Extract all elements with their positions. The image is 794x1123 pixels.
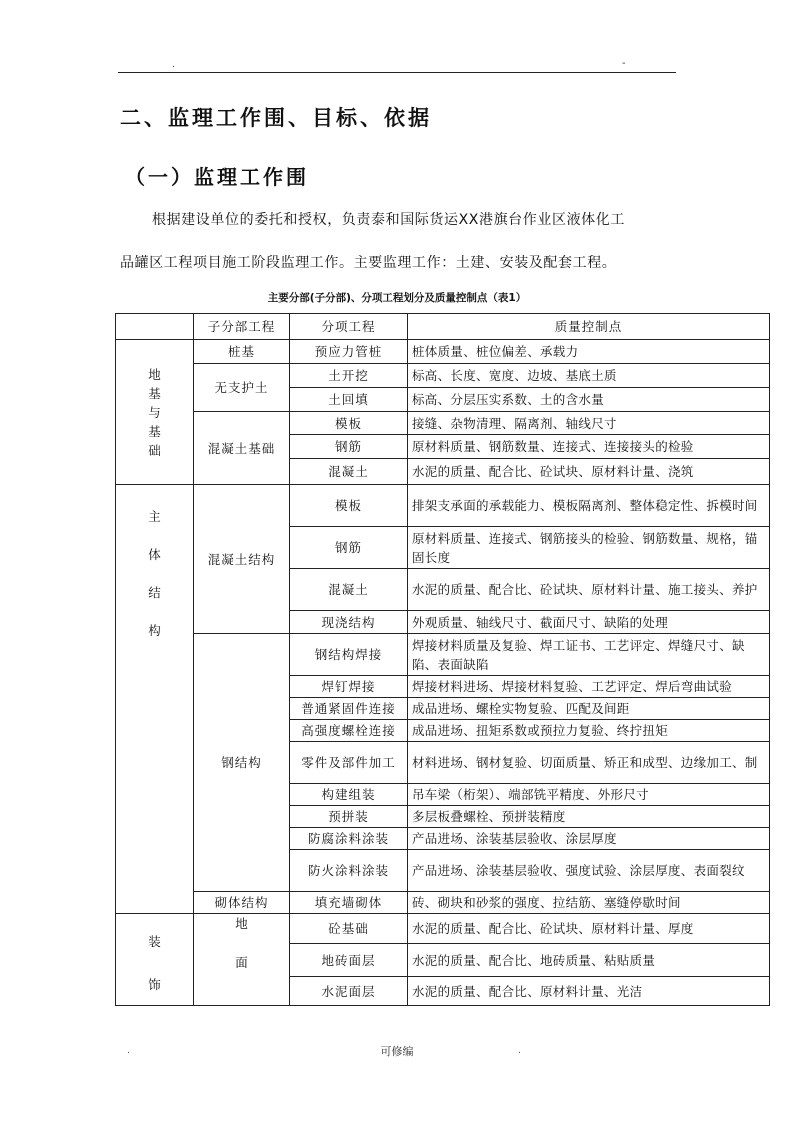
- table-row: [116, 485, 770, 527]
- subdivision-char: 面: [235, 955, 248, 970]
- header-mark-right: -: [622, 58, 626, 69]
- control-cell: 水泥的质量、配合比、砼试块、原材料计量、厚度: [408, 914, 770, 944]
- header-cell-blank: [116, 314, 194, 340]
- header-cell-subdivision: 子分部工程: [194, 314, 290, 340]
- control-cell: 产品进场、涂装基层验收、强度试验、涂层厚度、表面裂纹: [408, 850, 770, 892]
- item-cell: 现浇结构: [290, 611, 408, 634]
- table-row: [116, 634, 770, 676]
- item-cell: 砼基础: [290, 914, 408, 944]
- control-cell: 水泥的质量、配合比、地砖质量、粘贴质量: [408, 944, 770, 977]
- item-cell: 高强度螺栓连接: [290, 720, 408, 742]
- group-label-foundation: 地 基 与 基 础: [116, 340, 194, 485]
- subdivision-cell: 混凝土基础: [194, 412, 290, 485]
- subdivision-cell: 混凝土结构: [194, 485, 290, 634]
- quality-control-table: [115, 313, 770, 1006]
- subdivision-char: 地: [235, 916, 248, 931]
- header-cell-item: 分项工程: [290, 314, 408, 340]
- control-cell: 标高、分层压实系数、土的含水量: [408, 388, 770, 412]
- control-cell: 标高、长度、宽度、边坡、基底土质: [408, 364, 770, 388]
- subdivision-cell-floor: [194, 914, 290, 1006]
- item-cell: 混凝土: [290, 459, 408, 485]
- control-cell: 吊车梁（桁架）、端部铣平精度、外形尺寸: [408, 784, 770, 806]
- group-label-char: 构: [148, 623, 161, 638]
- table-header-row: [116, 314, 770, 340]
- control-cell: 焊接材料质量及复验、焊工证书、工艺评定、焊缝尺寸、缺陷、表面缺陷: [408, 634, 770, 676]
- table-row: [116, 364, 770, 388]
- control-cell: 原材料质量、连接式、钢筋接头的检验、钢筋数量、规格，锚固长度: [408, 527, 770, 569]
- control-cell: 成品进场、扭矩系数或预拉力复验、终拧扭矩: [408, 720, 770, 742]
- item-cell: 钢筋: [290, 527, 408, 569]
- item-cell: 防腐涂料涂装: [290, 828, 408, 850]
- group-label-char: 结: [148, 585, 161, 600]
- subdivision-cell: 钢结构: [194, 634, 290, 892]
- item-cell: 零件及部件加工: [290, 742, 408, 784]
- item-cell: 填充墙砌体: [290, 892, 408, 914]
- item-cell: 土回填: [290, 388, 408, 412]
- group-label-char: 主: [148, 509, 161, 524]
- control-cell: 外观质量、轴线尺寸、截面尺寸、缺陷的处理: [408, 611, 770, 634]
- header-mark-left: .: [172, 60, 175, 70]
- subsection-heading: （一）监理工作围: [125, 165, 309, 189]
- group-label-decoration: [116, 914, 194, 1006]
- group-label-char: 装: [148, 934, 161, 949]
- control-cell: 砖、砌块和砂浆的强度、拉结筋、塞缝停歇时间: [408, 892, 770, 914]
- footer-mark-right: .: [518, 1046, 521, 1056]
- control-cell: 材料进场、钢材复验、切面质量、矫正和成型、边缘加工、制: [408, 742, 770, 784]
- control-cell: 排架支承面的承载能力、模板隔离剂、整体稳定性、拆模时间: [408, 485, 770, 527]
- subdivision-cell: 桩基: [194, 340, 290, 364]
- item-cell: 土开挖: [290, 364, 408, 388]
- control-cell: 原材料质量、钢筋数量、连接式、连接接头的检验: [408, 435, 770, 459]
- item-cell: 预应力管桩: [290, 340, 408, 364]
- footer-text: 可修编: [380, 1045, 414, 1058]
- group-label-char: 饰: [148, 977, 161, 992]
- table-caption: 主要分部(子分部)、分项工程划分及质量控制点（表1）: [267, 292, 527, 304]
- control-cell: 接缝、杂物清理、隔离剂、轴线尺寸: [408, 412, 770, 435]
- subdivision-cell: 无支护土: [194, 364, 290, 412]
- item-cell: 混凝土: [290, 569, 408, 611]
- footer-mark-left: .: [127, 1046, 130, 1056]
- control-cell: 产品进场、涂装基层验收、涂层厚度: [408, 828, 770, 850]
- item-cell: 钢结构焊接: [290, 634, 408, 676]
- item-cell: 地砖面层: [290, 944, 408, 977]
- item-cell: 普通紧固件连接: [290, 698, 408, 720]
- header-cell-control-points: 质量控制点: [408, 314, 770, 340]
- table-row: [116, 892, 770, 914]
- control-cell: 焊接材料进场、焊接材料复验、工艺评定、焊后弯曲试验: [408, 676, 770, 698]
- control-cell: 成品进场、螺栓实物复验、匹配及间距: [408, 698, 770, 720]
- control-cell: 桩体质量、桩位偏差、承载力: [408, 340, 770, 364]
- subdivision-cell: 砌体结构: [194, 892, 290, 914]
- table-row: [116, 340, 770, 364]
- control-cell: 水泥的质量、配合比、砼试块、原材料计量、施工接头、养护: [408, 569, 770, 611]
- item-cell: 构建组装: [290, 784, 408, 806]
- paragraph-line-2: 品罐区工程项目施工阶段监理工作。主要监理工作：土建、安装及配套工程。: [120, 255, 617, 271]
- group-label-char: 体: [148, 547, 161, 562]
- group-label-main-structure: [116, 485, 194, 914]
- item-cell: 预拼装: [290, 806, 408, 828]
- table-row: [116, 914, 770, 944]
- item-cell: 钢筋: [290, 435, 408, 459]
- section-heading: 二、监理工作围、目标、依据: [120, 106, 432, 130]
- item-cell: 防火涂料涂装: [290, 850, 408, 892]
- control-cell: 水泥的质量、配合比、砼试块、原材料计量、浇筑: [408, 459, 770, 485]
- header-rule: [118, 72, 676, 73]
- control-cell: 多层板叠螺栓、预拼装精度: [408, 806, 770, 828]
- item-cell: 焊钉焊接: [290, 676, 408, 698]
- table-row: [116, 412, 770, 435]
- item-cell: 模板: [290, 485, 408, 527]
- control-cell: 水泥的质量、配合比、原材料计量、光洁: [408, 977, 770, 1006]
- item-cell: 水泥面层: [290, 977, 408, 1006]
- item-cell: 模板: [290, 412, 408, 435]
- paragraph-line-1: 根据建设单位的委托和授权，负责泰和国际货运XX港旗台作业区液体化工: [152, 212, 625, 228]
